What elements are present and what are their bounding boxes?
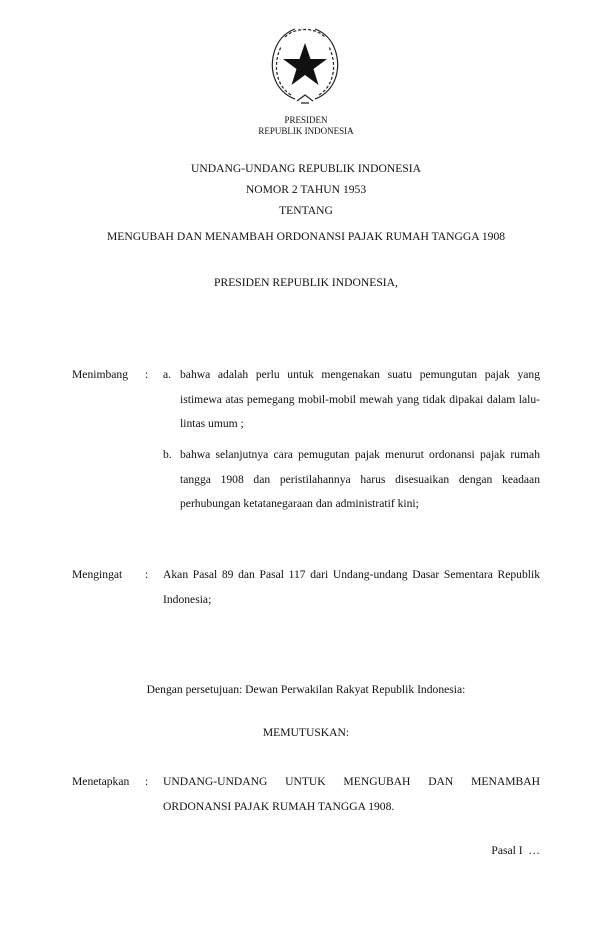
menimbang-colon: : [145,368,149,381]
menimbang-label: Menimbang [72,368,129,381]
menetapkan-text: UNDANG-UNDANG UNTUK MENGUBAH DAN MENAMBAH ORDONANSI PAJAK RUMAH TANGGA 1908. [163,775,540,813]
header-line1: PRESIDEN [284,115,328,125]
mengingat-colon: : [145,568,149,581]
persetujuan: Dengan persetujuan: Dewan Perwakilan Rakyat Republik Indonesia: [146,683,466,696]
memutuskan: MEMUTUSKAN: [262,726,350,739]
title-line2: NOMOR 2 TAHUN 1953 [245,183,367,196]
item-b-marker: b. [163,448,172,461]
mengingat-label: Mengingat [72,568,123,581]
preamble: PRESIDEN REPUBLIK INDONESIA, [214,276,398,289]
header-line2: REPUBLIK INDONESIA [258,126,354,136]
item-a-text: bahwa adalah perlu untuk mengenakan suatu pemungutan pajak yang istimewa atas pemegang mobil-mobil mewah yang tidak dipakai dalam lalu-lintas umum ; [180,368,540,430]
title-line4: MENGUBAH DAN MENAMBAH ORDONANSI PAJAK RUMAH TANGGA 1908 [106,230,506,243]
mengingat-text: Akan Pasal 89 dan Pasal 117 dari Undang-undang Dasar Sementara Republik Indonesia; [163,568,540,606]
menetapkan-colon: : [145,775,149,788]
menetapkan-label: Menetapkan [72,775,130,788]
emblem-star-wreath-icon [265,25,345,107]
title-line3: TENTANG [279,204,333,217]
footer-continuation: Pasal I … [491,844,540,857]
title-line1: UNDANG-UNDANG REPUBLIK INDONESIA [191,162,421,175]
item-b-text: bahwa selanjutnya cara pemugutan pajak menurut ordonansi pajak rumah tangga 1908 dan peristilahannya harus disesuaikan dengan keadaan perhubungan ketatanegaraan dan administratif kini; [180,448,540,510]
item-a-marker: a. [163,368,172,381]
